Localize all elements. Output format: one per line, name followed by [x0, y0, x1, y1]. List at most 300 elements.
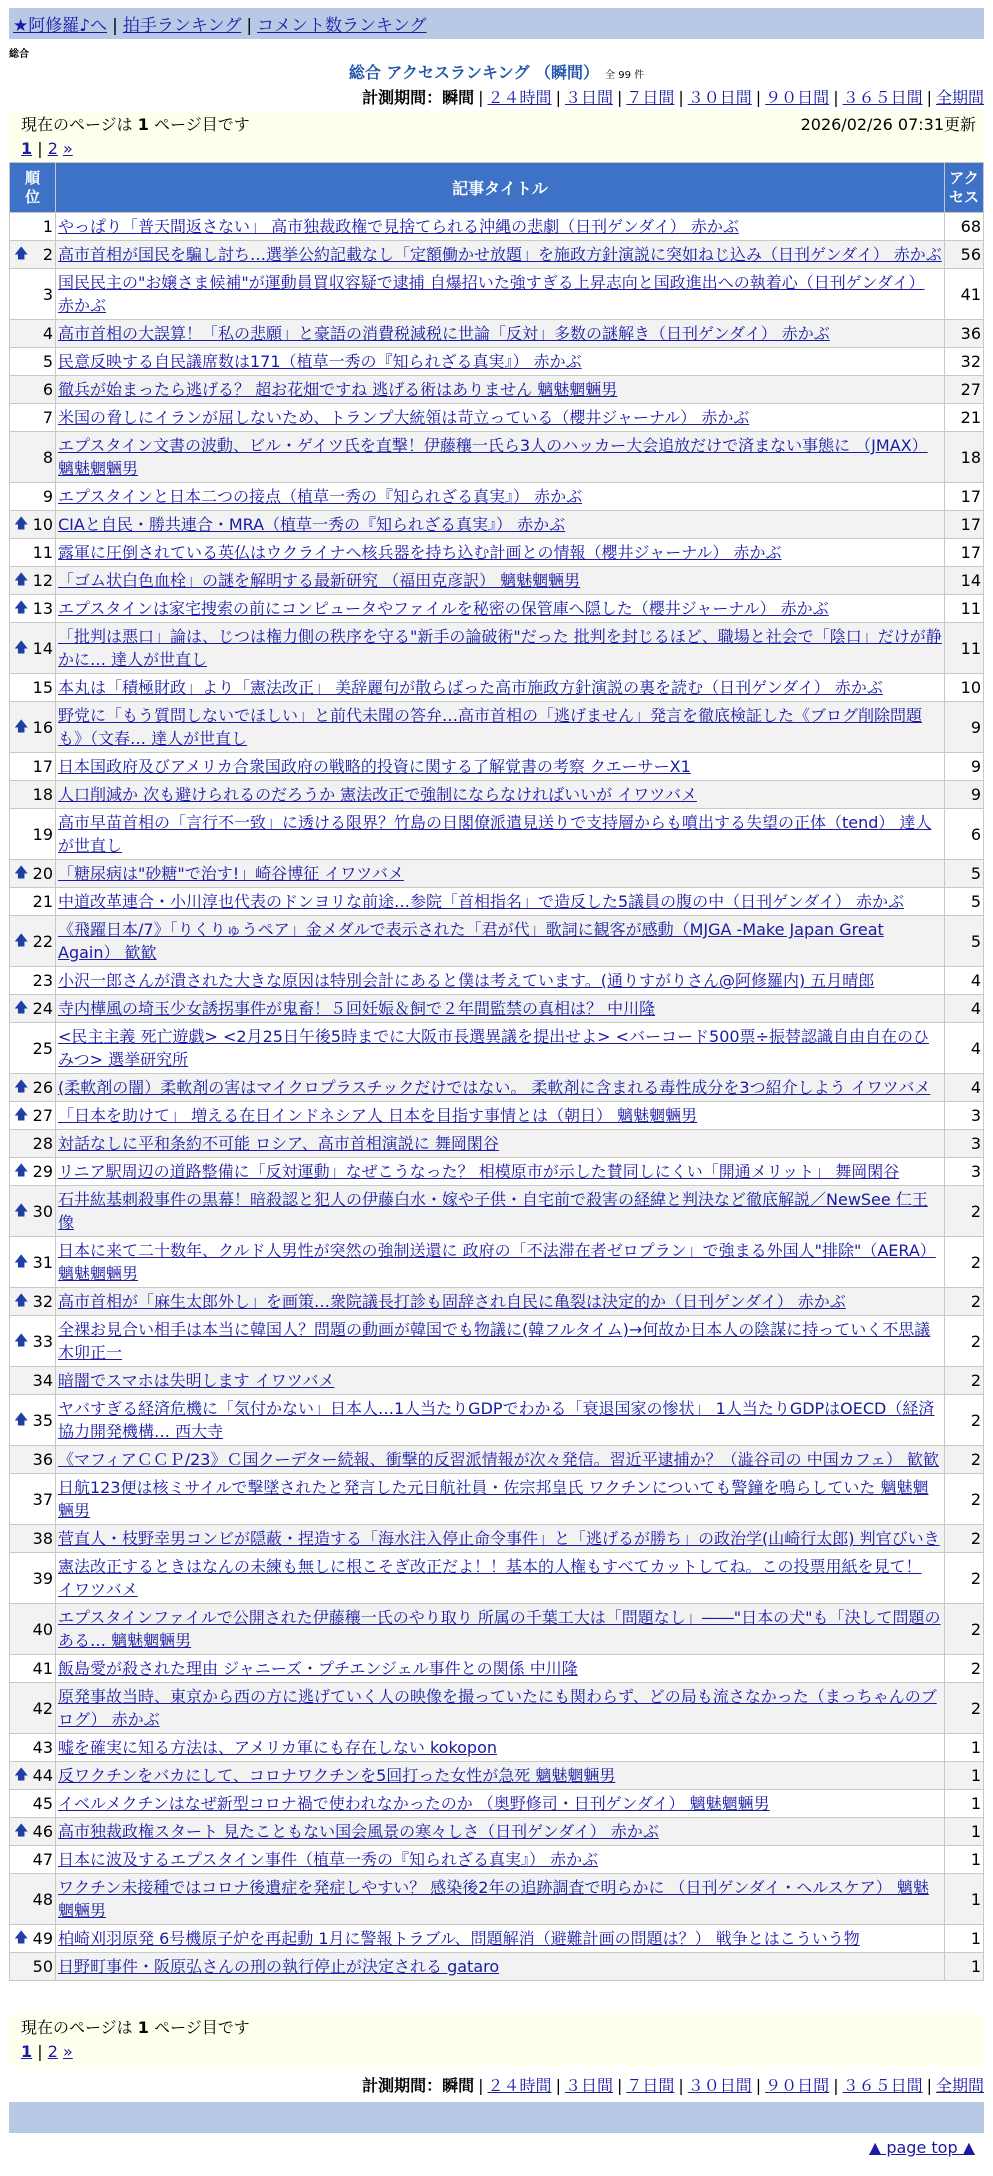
table-row — [10, 1158, 983, 1185]
title-cell — [56, 432, 944, 482]
title-cell — [56, 269, 944, 319]
table-row — [10, 1395, 983, 1445]
title-cell — [56, 1604, 944, 1654]
rank-up-arrow-icon: 🡅 — [14, 1332, 29, 1349]
title-cell — [56, 1130, 944, 1157]
period-link[interactable]: 全期間 — [935, 88, 984, 107]
article-link[interactable]: 「ゴム状白色血栓」の謎を解明する最新研究 （福田克彦訳） 魑魅魍魎男 — [58, 571, 581, 590]
period-selector-bottom — [362, 2073, 984, 2096]
article-link[interactable]: 高市独裁政権スタート 見たこともない国会風景の寒々しさ（日刊ゲンダイ） 赤かぶ — [58, 1822, 659, 1841]
rank-number: 11 — [32, 543, 53, 562]
article-link[interactable]: CIAと自民・勝共連合・MRA（植草一秀の『知られざる真実』） 赤かぶ — [58, 515, 566, 534]
table-row — [10, 1925, 983, 1952]
top-nav-bar — [9, 8, 984, 39]
article-link[interactable]: やっぱり「普天間返さない」 高市独裁政権で見捨てられる沖縄の悲劇（日刊ゲンダイ） 赤かぶ — [58, 217, 739, 236]
article-link[interactable]: 徹兵が始まったら逃げる？ 超お花畑ですね 逃げる術はありません 魑魅魍魎男 — [58, 380, 618, 399]
article-link[interactable]: 対話なしに平和条約不可能 ロシア、高市首相演説に 舞岡閑谷 — [58, 1134, 499, 1153]
rank-number: 13 — [32, 599, 53, 618]
title-cell — [56, 241, 944, 268]
rank-cell — [10, 1395, 55, 1445]
title-cell — [56, 1316, 944, 1366]
rank-cell — [10, 539, 55, 566]
rank-up-arrow-icon: 🡅 — [14, 1411, 29, 1428]
title-cell — [56, 348, 944, 375]
ranking-table-body — [10, 213, 983, 1980]
table-row — [10, 1953, 983, 1980]
access-count: 17 — [945, 483, 983, 510]
rank-number: 21 — [32, 892, 53, 911]
page-title-text: 総合 アクセスランキング （瞬間） — [348, 63, 600, 82]
period-link[interactable]: ２４時間 — [487, 88, 552, 107]
table-row — [10, 781, 983, 808]
access-count: 11 — [945, 595, 983, 622]
table-row — [10, 1316, 983, 1366]
rank-number: 22 — [32, 931, 53, 951]
rank-number: 33 — [32, 1331, 53, 1351]
article-link[interactable]: 高市首相の大誤算！「私の悲願」と豪語の消費税減税に世論「反対」多数の謎解き（日刊ゲンダイ） 赤かぶ — [58, 324, 830, 343]
table-row — [10, 241, 983, 268]
article-link[interactable]: 日本に波及するエプスタイン事件（植草一秀の『知られざる真実』） 赤かぶ — [58, 1850, 599, 1869]
period-link[interactable]: ３６５日間 — [842, 2076, 923, 2095]
access-count: 27 — [945, 376, 983, 403]
table-row — [10, 1790, 983, 1817]
rank-cell — [10, 916, 55, 966]
article-link[interactable]: 「批判は悪口」論は、じつは権力側の秩序を守る"新手の論破術"だった 批判を封じるほど、職場と社会で「陰口」だけが静かに… 達人が世直し — [58, 627, 942, 669]
access-count: 3 — [945, 1158, 983, 1185]
rank-number: 19 — [32, 824, 53, 844]
access-count: 2 — [945, 1237, 983, 1287]
title-cell — [56, 781, 944, 808]
period-link[interactable]: ７日間 — [626, 88, 675, 107]
title-cell — [56, 1474, 944, 1524]
title-cell — [56, 1074, 944, 1101]
rank-number: 40 — [32, 1619, 53, 1639]
rank-cell — [10, 967, 55, 994]
article-link[interactable]: 露軍に圧倒されている英仏はウクライナへ核兵器を持ち込む計画との情報（櫻井ジャーナル） 赤かぶ — [58, 543, 782, 562]
page-info-prefix: 現在のページは — [21, 115, 133, 134]
article-link[interactable]: 米国の脅しにイランが屈しないため、トランプ大統領は苛立っている（櫻井ジャーナル） 赤かぶ — [58, 408, 750, 427]
rank-cell — [10, 432, 55, 482]
article-link[interactable]: 野党に「もう質問しないでほしい」と前代未聞の答弁…高市首相の「逃げません」発言を徹底検証した《ブログ削除問題も》（文春… 達人が世直し — [58, 706, 923, 748]
period-separator: | — [926, 2076, 932, 2095]
article-link[interactable]: 日本国政府及びアメリカ合衆国政府の戦略的投資に関する了解覚書の考察 クエーサーX1 — [58, 757, 691, 776]
access-count: 32 — [945, 348, 983, 375]
access-count: 1 — [945, 1925, 983, 1952]
title-cell — [56, 753, 944, 780]
nav-separator: | — [246, 16, 253, 36]
title-cell — [56, 995, 944, 1022]
rank-cell — [10, 781, 55, 808]
rank-number: 44 — [32, 1766, 53, 1785]
access-count: 1 — [945, 1734, 983, 1761]
title-cell — [56, 809, 944, 859]
page-title — [0, 60, 993, 83]
table-row — [10, 995, 983, 1022]
article-link[interactable]: 人口削減か 次も避けられるのだろうか 憲法改正で強制にならなければいいが イワツバメ — [58, 785, 697, 804]
period-selector-top — [362, 85, 984, 108]
article-link[interactable]: 「日本を助けて」 増える在日インドネシア人 日本を目指す事情とは（朝日） 魑魅魍魎男 — [58, 1106, 698, 1125]
access-count: 2 — [945, 1446, 983, 1473]
period-link[interactable]: ３日間 — [564, 2076, 613, 2095]
page-top-link[interactable]: ▲ page top ▲ — [868, 2138, 975, 2157]
table-row — [10, 809, 983, 859]
rank-number: 35 — [32, 1410, 53, 1430]
title-cell — [56, 1158, 944, 1185]
rank-number: 10 — [32, 515, 53, 534]
table-header-row — [10, 163, 983, 212]
period-separator: | — [926, 88, 932, 107]
access-count: 4 — [945, 995, 983, 1022]
table-row — [10, 1525, 983, 1552]
page-top-link-wrapper — [869, 2138, 975, 2157]
access-count: 2 — [945, 1474, 983, 1524]
access-count: 68 — [945, 213, 983, 240]
table-row — [10, 1846, 983, 1873]
period-separator: | — [678, 2076, 684, 2095]
title-cell — [56, 1525, 944, 1552]
period-separator: | — [555, 88, 561, 107]
access-count: 1 — [945, 1790, 983, 1817]
access-count: 17 — [945, 539, 983, 566]
rank-cell — [10, 567, 55, 594]
table-row — [10, 595, 983, 622]
period-separator: | — [478, 2076, 484, 2095]
access-count: 2 — [945, 1604, 983, 1654]
article-link[interactable]: 高市首相が国民を騙し討ち…選挙公約記載なし「定額働かせ放題」を施政方針演説に突如ねじ込み（日刊ゲンダイ） 赤かぶ — [58, 245, 942, 264]
rank-number: 25 — [32, 1038, 53, 1058]
rank-number: 12 — [32, 571, 53, 590]
access-count: 56 — [945, 241, 983, 268]
table-row — [10, 967, 983, 994]
access-count: 3 — [945, 1102, 983, 1129]
period-link[interactable]: ２４時間 — [487, 2076, 552, 2095]
rank-number: 6 — [42, 380, 53, 399]
article-link[interactable]: <民主主義 死亡遊戯> <2月25日午後5時までに大阪市長選異議を提出せよ> <バーコード500票÷振替認識自由自在のひみつ> 選挙研究所 — [58, 1027, 929, 1069]
comment-ranking-link[interactable]: コメント数ランキング — [257, 16, 427, 36]
table-row — [10, 1074, 983, 1101]
rank-cell — [10, 1237, 55, 1287]
rank-cell — [10, 1186, 55, 1236]
article-link[interactable]: 《マフィアＣＣＰ/23》Ｃ国クーデター続報、衝撃的反習派情報が次々発信。習近平逮捕か？（澁谷司の 中国カフェ） 歓歓 — [58, 1450, 940, 1469]
title-cell — [56, 623, 944, 673]
article-link[interactable]: 高市早苗首相の「言行不一致」に透ける限界？竹島の日閣僚派遣見送りで支持層からも噴出する失望の正体（tend） 達人が世直し — [58, 813, 932, 855]
rank-cell — [10, 1367, 55, 1394]
rank-cell — [10, 1525, 55, 1552]
access-count: 2 — [945, 1288, 983, 1315]
access-count: 9 — [945, 781, 983, 808]
access-column-header: アクセス — [945, 163, 983, 212]
period-separator: | — [616, 88, 623, 107]
period-link[interactable]: ３０日間 — [687, 2076, 752, 2095]
article-link[interactable]: エプスタインと日本二つの接点（植草一秀の『知られざる真実』） 赤かぶ — [58, 487, 583, 506]
access-count: 2 — [945, 1683, 983, 1733]
access-count: 10 — [945, 674, 983, 701]
pager: 1 | 2 » — [21, 2042, 73, 2061]
table-row — [10, 1818, 983, 1845]
rank-cell — [10, 595, 55, 622]
rank-up-arrow-icon: 🡅 — [14, 1930, 29, 1946]
article-link[interactable]: 国民民主の"お嬢さま候補"が運動員買収容疑で逮捕 自爆招いた強すぎる上昇志向と国政進出への執着心（日刊ゲンダイ） 赤かぶ — [58, 273, 925, 315]
table-row — [10, 1288, 983, 1315]
table-row — [10, 1446, 983, 1473]
access-count: 4 — [945, 1023, 983, 1073]
rank-cell — [10, 1102, 55, 1129]
title-cell — [56, 702, 944, 752]
period-label: 計測期間： — [362, 2076, 443, 2095]
category-label: 総合 — [9, 49, 29, 60]
period-separator: | — [833, 88, 839, 107]
article-link[interactable]: 暗闇でスマホは失明します イワツバメ — [58, 1371, 335, 1390]
article-link[interactable]: 全裸お見合い相手は本当に韓国人？問題の動画が韓国でも物議に(韓フルタイム)→何故か日本人の陰謀に持っていく不思議 木卯正一 — [58, 1320, 931, 1362]
access-count: 41 — [945, 269, 983, 319]
title-cell — [56, 539, 944, 566]
rank-up-arrow-icon: 🡅 — [14, 600, 29, 616]
title-cell — [56, 1683, 944, 1733]
table-row — [10, 1655, 983, 1682]
article-link[interactable]: 「糖尿病は"砂糖"で治す!」崎谷博征 イワツバメ — [58, 864, 404, 883]
article-link[interactable]: 石井紘基刺殺事件の黒幕！暗殺認と犯人の伊藤白水・嫁や子供・自宅前で殺害の経緯と判決など徹底解説／NewSee 仁王像 — [58, 1190, 928, 1232]
article-link[interactable]: 《飛躍日本/7》「りくりゅうペア」金メダルで表示された「君が代」歌詞に観客が感動（MJGA -Make Japan Great Again） 歓歓 — [58, 920, 884, 962]
title-cell — [56, 1237, 944, 1287]
rank-number: 50 — [32, 1957, 53, 1976]
title-cell — [56, 1186, 944, 1236]
table-row — [10, 1023, 983, 1073]
rank-up-arrow-icon: 🡅 — [14, 865, 29, 881]
access-count: 2 — [945, 1553, 983, 1603]
article-link[interactable]: 民意反映する自民議席数は171（植草一秀の『知られざる真実』） 赤かぶ — [58, 352, 582, 371]
table-row — [10, 1874, 983, 1924]
article-link[interactable]: イベルメクチンはなぜ新型コロナ禍で使われなかったのか （奥野修司・日刊ゲンダイ） 魑魅魍魎男 — [58, 1794, 770, 1813]
rank-number: 4 — [42, 324, 53, 343]
total-count: 全 99 件 — [605, 70, 645, 81]
period-separator: | — [755, 88, 762, 107]
article-link[interactable]: 寺内樺風の埼玉少女誘拐事件が鬼畜！５回妊娠＆飼で２年間監禁の真相は？ 中川隆 — [58, 999, 656, 1018]
rank-cell — [10, 348, 55, 375]
page-link-2[interactable]: 2 — [47, 139, 58, 158]
rank-cell — [10, 1790, 55, 1817]
rank-number: 28 — [32, 1134, 53, 1153]
article-link[interactable]: ワクチン未接種ではコロナ後遺症を発症しやすい？ 感染後2年の追跡調査で明らかに （日刊ゲンダイ・ヘルスケア） 魑魅魍魎男 — [58, 1878, 929, 1920]
article-link[interactable]: エプスタイン文書の波動、ビル・ゲイツ氏を直撃！伊藤穰一氏ら3人のハッカー大会追放だけで済まない事態に （JMAX） 魑魅魍魎男 — [58, 436, 928, 478]
article-link[interactable]: 中道改革連合・小川淳也代表のドンヨリな前途…参院「首相指名」で造反した5議員の腹の中（日刊ゲンダイ） 赤かぶ — [58, 892, 904, 911]
title-cell — [56, 567, 944, 594]
table-row — [10, 888, 983, 915]
table-row — [10, 511, 983, 538]
rank-number: 29 — [32, 1162, 53, 1181]
access-count: 1 — [945, 1762, 983, 1789]
access-count: 4 — [945, 967, 983, 994]
rank-up-arrow-icon: 🡅 — [14, 572, 29, 588]
rank-number: 31 — [32, 1252, 53, 1272]
article-link[interactable]: エプスタインファイルで公開された伊藤穰一氏のやり取り 所属の千葉工大は「問題なし」――"日本の犬"も「決して問題のある… 魑魅魍魎男 — [58, 1608, 941, 1650]
period-separator: | — [833, 2076, 839, 2095]
rank-cell — [10, 1288, 55, 1315]
article-link[interactable]: 原発事故当時、東京から西の方に逃げていく人の映像を撮っていたにも関わらず、どの局も流さなかった（まっちゃんのブログ） 赤かぶ — [58, 1687, 937, 1729]
period-link[interactable]: ３日間 — [564, 88, 613, 107]
rank-number: 17 — [32, 757, 53, 776]
access-count: 1 — [945, 1818, 983, 1845]
table-row — [10, 1102, 983, 1129]
table-row — [10, 1237, 983, 1287]
article-link[interactable]: 本丸は「積極財政」より「憲法改正」 美辞麗句が散らばった高市施政方針演説の裏を読む（日刊ゲンダイ） 赤かぶ — [58, 678, 883, 697]
rank-up-arrow-icon: 🡅 — [14, 246, 29, 262]
rank-up-arrow-icon: 🡅 — [14, 1202, 29, 1219]
period-link[interactable]: ９０日間 — [765, 88, 830, 107]
rank-up-arrow-icon: 🡅 — [14, 1767, 29, 1783]
table-row — [10, 1130, 983, 1157]
rank-cell — [10, 1734, 55, 1761]
rank-number: 38 — [32, 1529, 53, 1548]
rank-number: 47 — [32, 1850, 53, 1869]
table-row — [10, 1734, 983, 1761]
article-link[interactable]: 小沢一郎さんが潰された大きな原因は特別会計にあると僕は考えています。(通りすがりさん@阿修羅内) 五月晴郎 — [58, 971, 875, 990]
table-row — [10, 404, 983, 431]
period-separator: | — [555, 2076, 561, 2095]
access-count: 1 — [945, 1953, 983, 1980]
article-link[interactable]: ヤバすぎる経済危機に「気付かない」日本人…1人当たりGDPでわかる「衰退国家の惨状」 1人当たりGDPはOECD（経済協力開発機構… 西大寺 — [58, 1399, 935, 1441]
access-count: 21 — [945, 404, 983, 431]
table-row — [10, 1186, 983, 1236]
title-cell — [56, 1288, 944, 1315]
page-info-prefix: 現在のページは — [21, 2018, 133, 2037]
bottom-bar — [9, 2102, 984, 2133]
rank-cell — [10, 1874, 55, 1924]
article-link[interactable]: 高市首相が「麻生太郎外し」を画策…衆院議長打診も固辞され自民に亀裂は決定的か（日刊ゲンダイ） 赤かぶ — [58, 1292, 846, 1311]
rank-number: 34 — [32, 1371, 53, 1390]
page-link-1[interactable]: 1 — [21, 2042, 33, 2061]
title-cell — [56, 916, 944, 966]
access-count: 36 — [945, 320, 983, 347]
article-link[interactable]: 反ワクチンをバカにして、コロナワクチンを5回打った女性が急死 魑魅魍魎男 — [58, 1766, 616, 1785]
rank-cell — [10, 888, 55, 915]
period-link[interactable]: 全期間 — [935, 2076, 984, 2095]
page-info-suffix: ページ目です — [154, 2018, 250, 2037]
access-count: 17 — [945, 511, 983, 538]
home-link[interactable]: ★阿修羅♪へ — [13, 16, 108, 36]
rank-cell — [10, 1925, 55, 1952]
table-row — [10, 348, 983, 375]
article-link[interactable]: 日本に来て二十数年、クルド人男性が突然の強制送還に 政府の「不法滞在者ゼロプラン」で強まる外国人"排除"（AERA） 魑魅魍魎男 — [58, 1241, 936, 1283]
title-cell — [56, 213, 944, 240]
applause-ranking-link[interactable]: 拍手ランキング — [122, 16, 242, 36]
rank-cell — [10, 241, 55, 268]
next-page-link[interactable]: » — [62, 139, 73, 158]
period-separator: | — [678, 88, 684, 107]
rank-cell — [10, 1158, 55, 1185]
article-link[interactable]: 柏崎刈羽原発 6号機原子炉を再起動 1月に警報トラブル、問題解消（避難計画の問題は？） 戦争とはこういう物 — [58, 1929, 860, 1948]
rank-number: 23 — [32, 971, 53, 990]
article-link[interactable]: (柔軟剤の闇）柔軟剤の害はマイクロプラスチックだけではない。 柔軟剤に含まれる毒性成分を3つ紹介しよう イワツバメ — [58, 1078, 931, 1097]
period-link[interactable]: ９０日間 — [765, 2076, 830, 2095]
rank-cell — [10, 995, 55, 1022]
access-count: 11 — [945, 623, 983, 673]
rank-cell — [10, 674, 55, 701]
title-cell — [56, 1655, 944, 1682]
rank-number: 7 — [42, 408, 53, 427]
title-cell — [56, 404, 944, 431]
access-count: 1 — [945, 1846, 983, 1873]
access-count: 2 — [945, 1367, 983, 1394]
table-row — [10, 320, 983, 347]
article-link[interactable]: 日野町事件・阪原弘さんの刑の執行停止が決定される gataro — [58, 1957, 500, 1976]
table-row — [10, 1683, 983, 1733]
page-link-2[interactable]: 2 — [47, 2042, 58, 2061]
table-row — [10, 567, 983, 594]
rank-cell — [10, 1604, 55, 1654]
access-count: 2 — [945, 1655, 983, 1682]
nav-separator: | — [112, 16, 118, 36]
rank-column-header: 順位 — [10, 163, 55, 212]
page-link-1[interactable]: 1 — [21, 139, 33, 158]
access-count: 5 — [945, 860, 983, 887]
access-count: 9 — [945, 702, 983, 752]
article-link[interactable]: 嘘を確実に知る方法は、アメリカ軍にも存在しない kokopon — [58, 1738, 498, 1757]
rank-cell — [10, 1953, 55, 1980]
article-link[interactable]: 日航123便は核ミサイルで撃墜されたと発言した元日航社員・佐宗邦皇氏 ワクチンについても警鐘を鳴らしていた 魑魅魍魎男 — [58, 1478, 929, 1520]
rank-number: 9 — [42, 487, 53, 506]
article-link[interactable]: リニア駅周辺の道路整備に「反対運動」なぜこうなった？ 相模原市が示した賛同しにくい「開通メリット」 舞岡閑谷 — [58, 1162, 900, 1181]
rank-cell — [10, 1846, 55, 1873]
rank-cell — [10, 1655, 55, 1682]
title-cell — [56, 320, 944, 347]
current-page-number: 1 — [137, 2018, 149, 2037]
article-link[interactable]: 菅直人・枝野幸男コンビが隠蔽・捏造する「海水注入停止命令事件」と「逃げるが勝ち」の政治学(山崎行太郎) 判官びいき — [58, 1529, 940, 1548]
rank-number: 27 — [32, 1106, 53, 1125]
rank-cell — [10, 753, 55, 780]
rank-up-arrow-icon: 🡅 — [14, 932, 29, 949]
table-row — [10, 702, 983, 752]
rank-number: 14 — [32, 638, 53, 658]
rank-cell — [10, 1818, 55, 1845]
rank-number: 5 — [42, 352, 53, 371]
rank-number: 49 — [32, 1929, 53, 1948]
title-cell — [56, 1790, 944, 1817]
article-link[interactable]: 憲法改正するときはなんの未練も無しに根こそぎ改正だよ！！基本的人権もすべてカットしてね。この投票用紙を見て！ イワツバメ — [58, 1557, 922, 1599]
access-count: 5 — [945, 888, 983, 915]
table-row — [10, 1604, 983, 1654]
title-cell — [56, 1023, 944, 1073]
next-page-link[interactable]: » — [62, 2042, 73, 2061]
title-cell — [56, 1395, 944, 1445]
period-link[interactable]: ３６５日間 — [842, 88, 923, 107]
rank-cell — [10, 269, 55, 319]
title-cell — [56, 595, 944, 622]
table-row — [10, 539, 983, 566]
period-link[interactable]: ３０日間 — [687, 88, 752, 107]
rank-up-arrow-icon: 🡅 — [14, 1163, 29, 1179]
table-row — [10, 483, 983, 510]
title-cell — [56, 967, 944, 994]
page-info-box-top — [9, 111, 984, 163]
rank-cell — [10, 1446, 55, 1473]
table-row — [10, 916, 983, 966]
rank-number: 15 — [32, 678, 53, 697]
access-count: 2 — [945, 1186, 983, 1236]
article-link[interactable]: エプスタインは家宅捜索の前にコンピュータやファイルを秘密の保管庫へ隠した（櫻井ジャーナル） 赤かぶ — [58, 599, 829, 618]
rank-cell — [10, 320, 55, 347]
rank-number: 37 — [32, 1489, 53, 1509]
rank-number: 20 — [32, 864, 53, 883]
access-count: 18 — [945, 432, 983, 482]
rank-cell — [10, 1762, 55, 1789]
title-cell — [56, 1846, 944, 1873]
rank-cell — [10, 1474, 55, 1524]
access-count: 14 — [945, 567, 983, 594]
period-link[interactable]: ７日間 — [626, 2076, 675, 2095]
rank-number: 2 — [42, 245, 53, 264]
article-link[interactable]: 飯島愛が殺された理由 ジャニーズ・プチエンジェル事件との関係 中川隆 — [58, 1659, 578, 1678]
table-row — [10, 1474, 983, 1524]
